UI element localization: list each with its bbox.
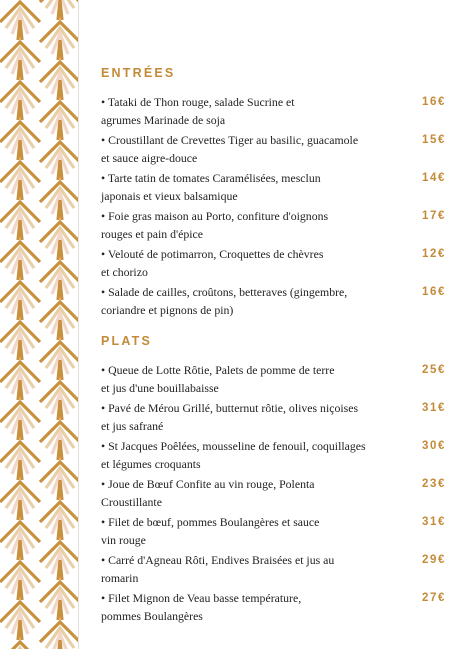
menu-item-line: • Joue de Bœuf Confite au vin rouge, Polenta [101, 477, 315, 491]
pattern-chevron [58, 560, 62, 580]
section-title-plats: PLATS [101, 334, 153, 348]
menu-item-description [101, 169, 401, 205]
menu-item-price: 16€ [422, 286, 446, 298]
menu-item-line: • Filet de bœuf, pommes Boulangères et sauce [101, 515, 320, 529]
menu-item-price: 12€ [422, 248, 446, 260]
menu-item [101, 361, 446, 397]
menu-item-description [101, 93, 401, 129]
menu-item-description [101, 589, 401, 625]
menu-item-line: et jus d'une bouillabaisse [101, 381, 219, 395]
menu-item-line: • St Jacques Poêlées, mousseline de fenouil, coquillages [101, 439, 366, 453]
menu-item [101, 93, 446, 129]
menu-item-line: • Velouté de potimarron, Croquettes de chèvres [101, 247, 324, 261]
menu-item-description [101, 475, 401, 511]
menu-item [101, 283, 446, 319]
pattern-chevron [58, 40, 62, 60]
pattern-chevron [18, 60, 22, 80]
menu-item-description [101, 131, 401, 167]
menu-item-line: • Tataki de Thon rouge, salade Sucrine et [101, 95, 295, 109]
menu-item-line: pommes Boulangères [101, 609, 203, 623]
menu-item-line: et jus safrané [101, 419, 164, 433]
menu-item-description [101, 361, 401, 397]
pattern-chevron [18, 300, 22, 320]
menu-item-price: 25€ [422, 364, 446, 376]
menu-item-description [101, 207, 401, 243]
menu-item-price: 16€ [422, 96, 446, 108]
menu-item-price: 30€ [422, 440, 446, 452]
menu-item-line: • Queue de Lotte Rôtie, Palets de pomme de terre [101, 363, 335, 377]
menu-item-description [101, 399, 401, 435]
pattern-chevron [58, 0, 62, 20]
menu-item-line: • Tarte tatin de tomates Caramélisées, mesclun [101, 171, 321, 185]
menu-item-price: 27€ [422, 592, 446, 604]
menu-content [101, 66, 446, 627]
pattern-chevron [58, 640, 62, 649]
menu-item [101, 245, 446, 281]
pattern-chevron [18, 540, 22, 560]
menu-item-line: et chorizo [101, 265, 148, 279]
pattern-chevron [58, 480, 62, 500]
menu-item-price: 15€ [422, 134, 446, 146]
menu-item-line: • Carré d'Agneau Rôti, Endives Braisées et jus au [101, 553, 335, 567]
pattern-chevron [58, 160, 62, 180]
menu-item-description [101, 513, 401, 549]
menu-item-description [101, 283, 401, 319]
menu-item [101, 551, 446, 587]
plats-list [101, 361, 446, 625]
menu-item [101, 207, 446, 243]
pattern-chevron [18, 260, 22, 280]
pattern-chevron [18, 420, 22, 440]
pattern-chevron [18, 220, 22, 240]
entrees-list [101, 93, 446, 319]
menu-item-price: 29€ [422, 554, 446, 566]
menu-item [101, 169, 446, 205]
decorative-art-deco-pattern [0, 0, 78, 649]
menu-item-line: rouges et pain d'épice [101, 227, 204, 241]
pattern-chevron [58, 360, 62, 380]
menu-item-description [101, 245, 401, 281]
menu-item [101, 399, 446, 435]
menu-item-line: et légumes croquants [101, 457, 201, 471]
pattern-chevron [18, 20, 22, 40]
menu-item-line: • Salade de cailles, croûtons, betteraves (gingembre, [101, 285, 348, 299]
pattern-chevron [18, 140, 22, 160]
section-title-entrees: ENTRÉES [101, 66, 176, 80]
pattern-chevron [18, 380, 22, 400]
menu-item-line: agrumes Marinade de soja [101, 113, 226, 127]
menu-item-line: • Filet Mignon de Veau basse température, [101, 591, 302, 605]
pattern-chevron [18, 100, 22, 120]
menu-item-line: vin rouge [101, 533, 146, 547]
menu-item-line: coriandre et pignons de pin) [101, 303, 234, 317]
menu-item-price: 14€ [422, 172, 446, 184]
menu-item-line: romarin [101, 571, 139, 585]
menu-item [101, 131, 446, 167]
menu-item-price: 17€ [422, 210, 446, 222]
pattern-chevron [18, 340, 22, 360]
menu-item-description [101, 551, 401, 587]
pattern-chevron [58, 200, 62, 220]
pattern-chevron [18, 500, 22, 520]
menu-item-price: 23€ [422, 478, 446, 490]
menu-item-line: et sauce aigre-douce [101, 151, 198, 165]
menu-item-line: Croustillante [101, 495, 162, 509]
divider-line [78, 0, 79, 649]
pattern-chevron [18, 460, 22, 480]
menu-item-price: 31€ [422, 516, 446, 528]
pattern-chevron [58, 440, 62, 460]
pattern-chevron [58, 600, 62, 620]
pattern-chevron [18, 580, 22, 600]
menu-item-line: japonais et vieux balsamique [101, 189, 238, 203]
menu-item [101, 437, 446, 473]
pattern-chevron [18, 620, 22, 640]
pattern-chevron [58, 80, 62, 100]
menu-item-line: • Pavé de Mérou Grillé, butternut rôtie, olives niçoises [101, 401, 359, 415]
pattern-chevron [58, 320, 62, 340]
pattern-chevron [58, 520, 62, 540]
pattern-chevron [58, 240, 62, 260]
menu-item-description [101, 437, 401, 473]
menu-item-line: • Foie gras maison au Porto, confiture d'oignons [101, 209, 329, 223]
menu-item [101, 513, 446, 549]
pattern-chevron [58, 120, 62, 140]
menu-item-price: 31€ [422, 402, 446, 414]
pattern-chevron [58, 280, 62, 300]
pattern-chevron [58, 400, 62, 420]
menu-item [101, 589, 446, 625]
menu-item-line: • Croustillant de Crevettes Tiger au basilic, guacamole [101, 133, 359, 147]
pattern-chevron [18, 180, 22, 200]
menu-item [101, 475, 446, 511]
